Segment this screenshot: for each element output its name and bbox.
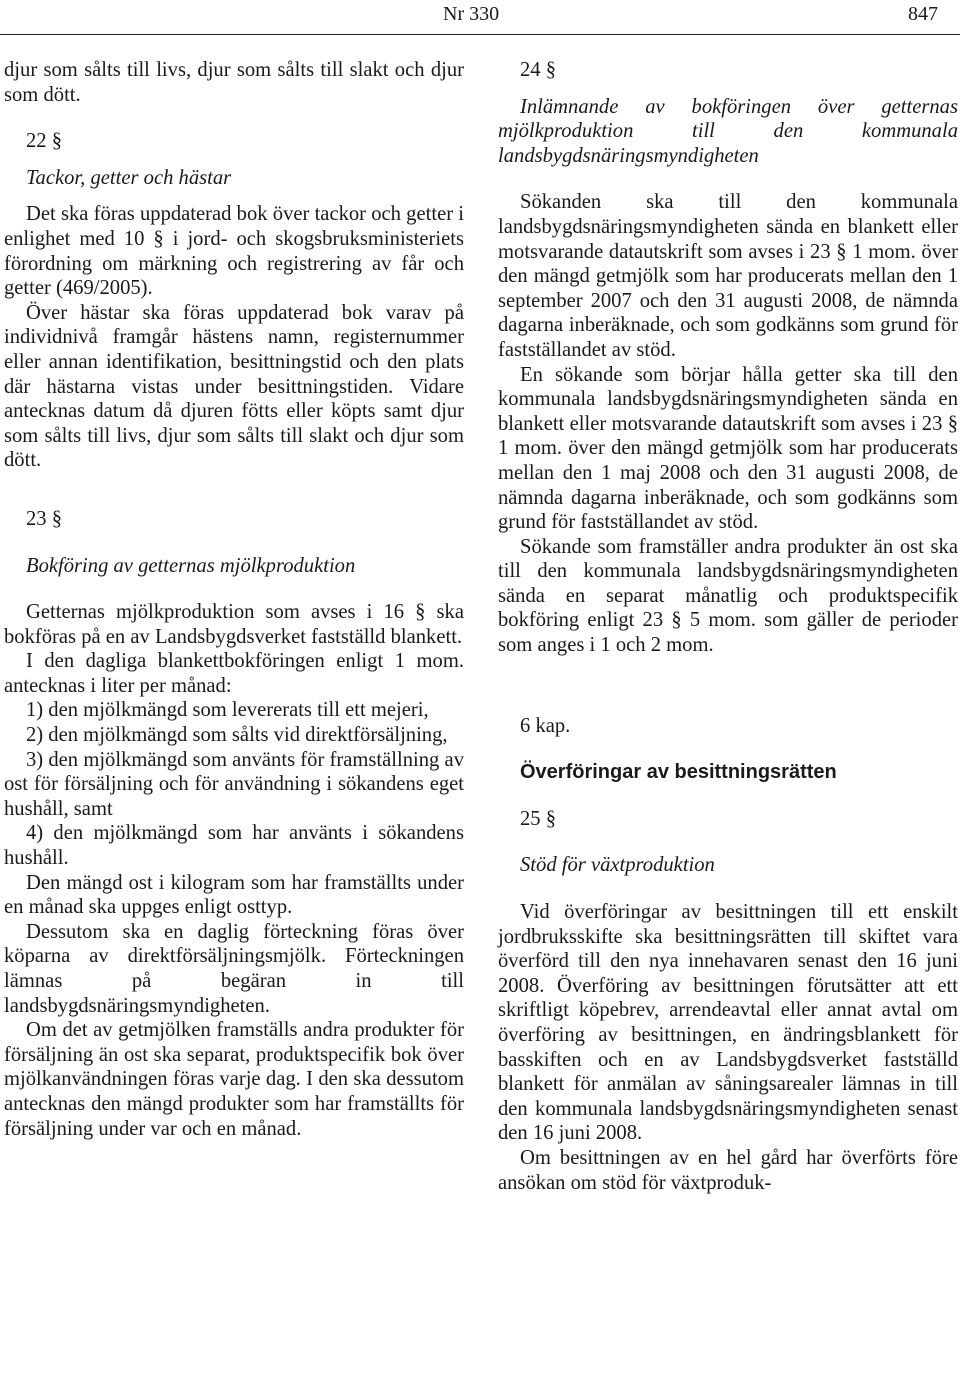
list-item: 3) den mjölkmängd som använts för framställning av ost för försäljning och för användning i sökandens eget hushåll, samt (4, 748, 464, 820)
section-23-paragraph: I den dagliga blankettbokföringen enligt 1 mom. antecknas i liter per månad: (4, 650, 464, 697)
page-number: 847 (908, 3, 938, 25)
chapter-number: 6 kap. (520, 714, 571, 737)
section-22-number: 22 § (26, 130, 63, 153)
page-header (0, 0, 960, 36)
section-24-paragraph: Sökande som framställer andra produkter än ost ska till den kommunala landsbygdsnäringsmyndigheten sända en separat månatlig och produktspecifik bokföring enligt 23 § 5 mom. som gäller de perioder som anges i 1 och 2 mom. (498, 535, 958, 657)
issue-number: Nr 330 (443, 3, 500, 25)
section-24-paragraph: Sökanden ska till den kommunala landsbygdsnäringsmyndigheten sända en blankett eller motsvarande datautskrift som avses i 23 § 1 mom. över den mängd getmjölk som har producerats mellan den 1 september 2007 och den 31 augusti 2008, de nämnda dagarna inberäknade, och som godkänns som grund för fastställandet av stöd. (498, 191, 958, 361)
section-23-paragraph: Getternas mjölkproduktion som avses i 16 § ska bokföras på en av Landsbygdsverket fastställd blankett. (4, 601, 464, 648)
section-23-paragraph: Om det av getmjölken framställs andra produkter för försäljning än ost ska separat, produktspecifik bok över mjölkanvändningen föras varje dag. I den ska dessutom antecknas den mängd produkter som har framställts för försäljning under var och en månad. (4, 1019, 464, 1140)
header-rule (0, 34, 960, 35)
section-25-paragraph: Om besittningen av en hel gård har överförts före ansökan om stöd för växtproduk- (498, 1146, 958, 1194)
list-item: 2) den mjölkmängd som sålts vid direktförsäljning, (26, 724, 448, 747)
list-item: 1) den mjölkmängd som levererats till ett mejeri, (26, 699, 429, 722)
left-column (4, 58, 464, 1141)
section-24-title: Inlämnande av bokföringen över getternas mjölkproduktion till den kommunala landsbygdsnäringsmyndigheten (498, 95, 958, 167)
section-23-title: Bokföring av getternas mjölkproduktion (26, 554, 356, 577)
section-23-paragraph: Dessutom ska en daglig förteckning föras över köparna av direktförsäljningsmjölk. Förteckningen lämnas på begäran in till landsbygdsnäringsmyndigheten. (4, 920, 464, 1017)
section-23-number: 23 § (26, 507, 63, 530)
right-column (498, 58, 958, 1195)
section-22-paragraph: Över hästar ska föras uppdaterad bok varav på individnivå framgår hästens namn, registernummer eller annan identifikation, besittningstid och den plats där hästarna vistas under besittningstiden. Vidare antecknas datum då djuren fötts eller köpts samt djur som sålts till livs, djur som sålts till slakt och djur som dött. (4, 301, 464, 472)
chapter-title: Överföringar av besittningsrätten (520, 761, 837, 784)
section-25-number: 25 § (520, 807, 557, 830)
section-23-paragraph: Den mängd ost i kilogram som har framställts under en månad ska uppges enligt osttyp. (4, 871, 464, 919)
section-22-paragraph: Det ska föras uppdaterad bok över tackor och getter i enlighet med 10 § i jord- och skogsbruksministeriets förordning om märkning och registrering av får och getter (469/2005). (4, 203, 464, 300)
section-24-number: 24 § (520, 59, 557, 81)
list-item: 4) den mjölkmängd som har använts i sökandens hushåll. (4, 822, 464, 870)
section-24-paragraph: En sökande som börjar hålla getter ska till den kommunala landsbygdsnäringsmyndigheten sända en blankett eller motsvarande datautskrift som avses i 23 § 1 mom. över den mängd getmjölk som har producerats mellan den 1 maj 2008 och den 31 augusti 2008, de nämnda dagarna inberäknade, och som godkänns som grund för fastställandet av stöd. (498, 363, 958, 534)
section-25-title: Stöd för växtproduktion (520, 854, 715, 877)
intro-text: djur som sålts till livs, djur som sålts till slakt och djur som dött. (4, 59, 464, 106)
section-22-title: Tackor, getter och hästar (26, 166, 232, 189)
section-25-paragraph: Vid överföringar av besittningen till ett enskilt jordbruksskifte ska besittningsrätten till skiftet vara överförd till den nya innehavaren senast den 16 juni 2008. Överföring av besittningen förutsätter att ett skriftligt köpebrev, arrendeavtal eller annat avtal om överföring av besittningen, en ändringsblankett för basskiften och en av Landsbygdsverket fastställd blankett för anmälan av såningsarealer lämnas in till den kommunala landsbygdsnäringsmyndigheten senast den 16 juni 2008. (498, 901, 958, 1145)
